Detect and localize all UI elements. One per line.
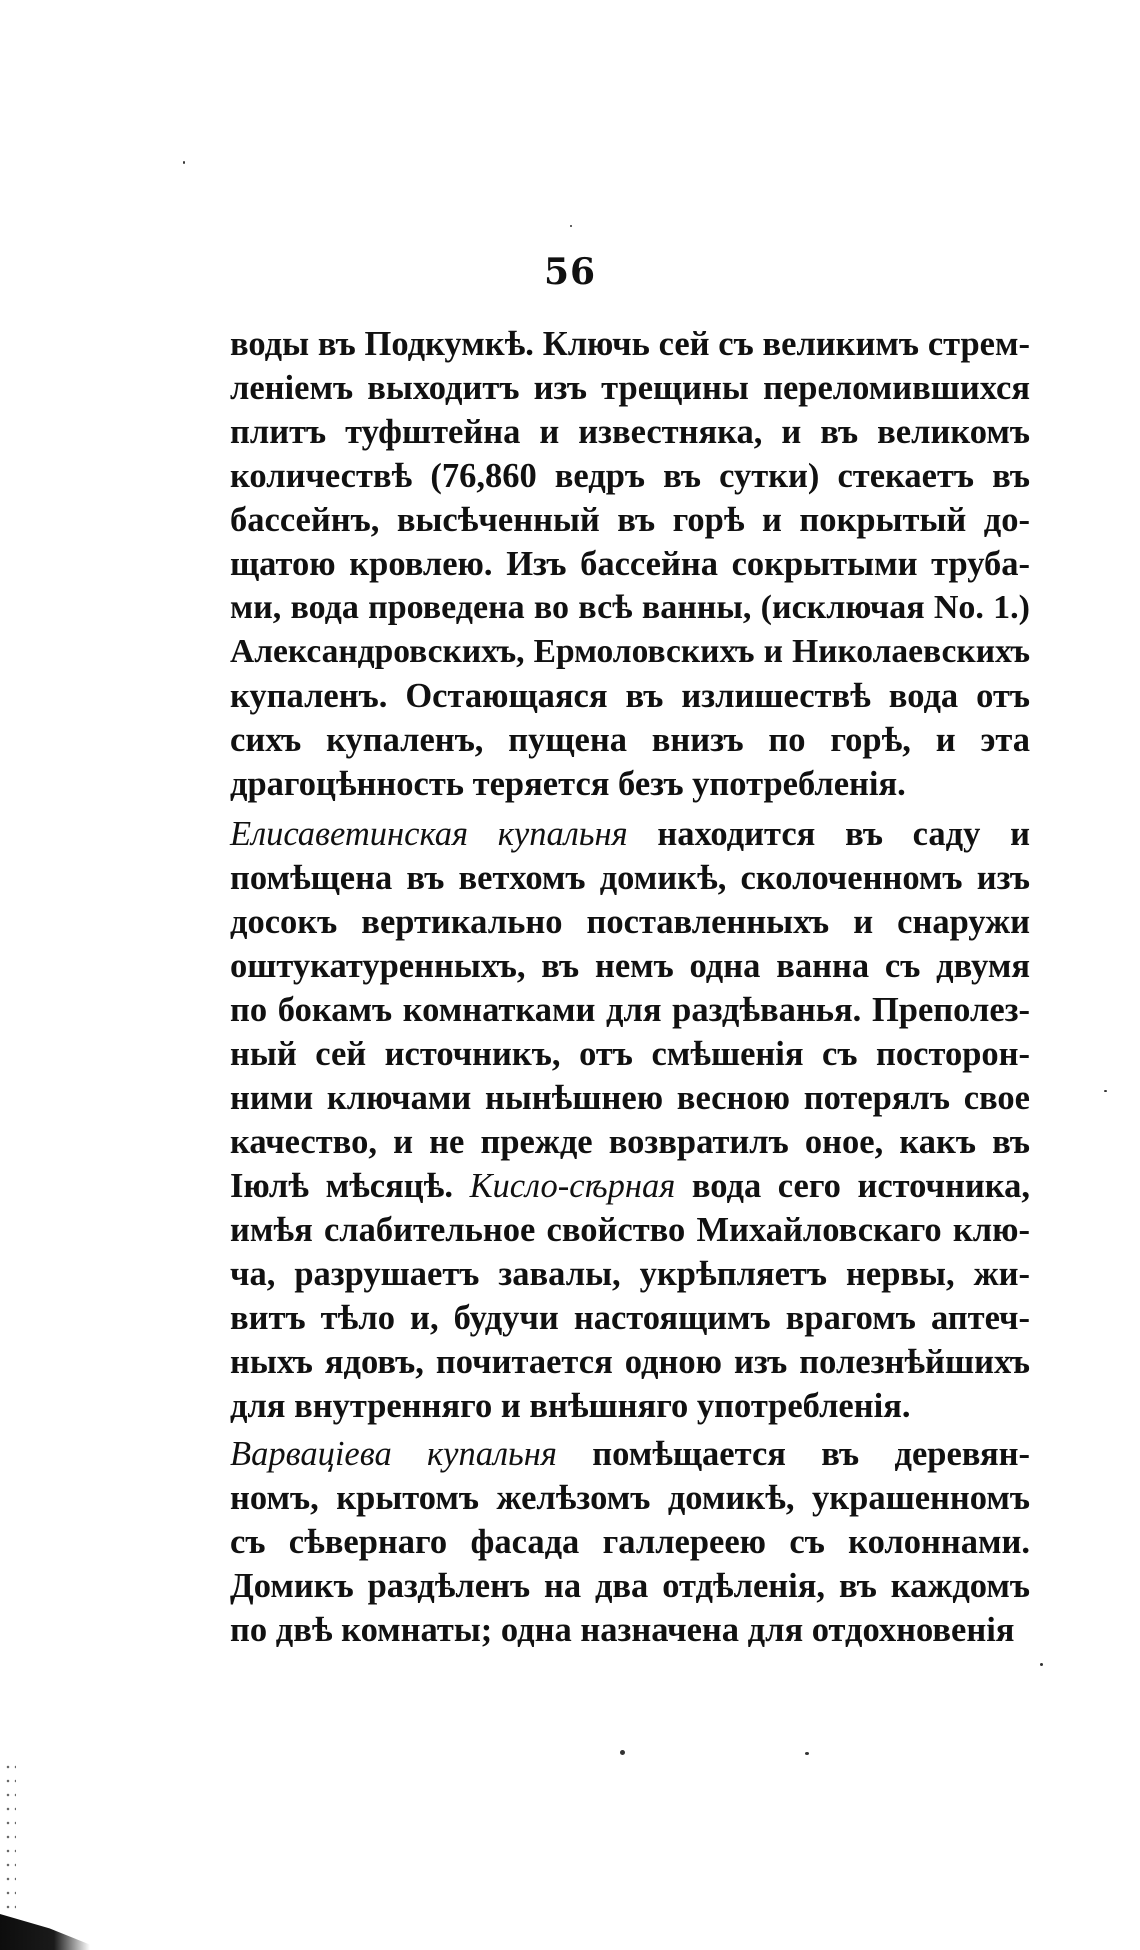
text-line bbox=[230, 1432, 1030, 1476]
text-run: Домикъ раздѣленъ на два отдѣленія, въ каждомъ bbox=[230, 1567, 1030, 1605]
text-run: ча, разрушаетъ завалы, укрѣпляетъ нервы, жи- bbox=[230, 1255, 1030, 1293]
text-run: номъ, крытомъ желѣзомъ домикѣ, украшенномъ bbox=[230, 1479, 1030, 1517]
text-run: находится въ саду и bbox=[627, 815, 1030, 853]
text-line bbox=[230, 498, 1030, 542]
text-run: оштукатуренныхъ, въ немъ одна ванна съ двумя bbox=[230, 947, 1030, 985]
text-run: бассейнъ, высѣченный въ горѣ и покрытый до- bbox=[230, 501, 1030, 539]
text-line bbox=[230, 1476, 1030, 1520]
text-line bbox=[230, 674, 1030, 718]
text-line bbox=[230, 1608, 1030, 1652]
text-run: драгоцѣнность теряется безъ употребленія. bbox=[230, 765, 906, 803]
text-line bbox=[230, 1208, 1030, 1252]
text-run: витъ тѣло и, будучи настоящимъ врагомъ аптеч- bbox=[230, 1299, 1030, 1337]
text-run: ный сей источникъ, отъ смѣшенія съ посторон- bbox=[230, 1035, 1030, 1073]
text-run: вода сего источника, bbox=[675, 1167, 1030, 1205]
scan-speck bbox=[620, 1750, 625, 1755]
text-run: количествѣ (76,860 ведръ въ сутки) стекаетъ въ bbox=[230, 457, 1030, 495]
text-line bbox=[230, 900, 1030, 944]
text-line bbox=[230, 410, 1030, 454]
text-run: купаленъ. Остающаяся въ излишествѣ вода отъ bbox=[230, 677, 1030, 715]
paragraph-2 bbox=[230, 812, 1030, 1428]
text-run: ми, вода проведена во всѣ ванны, (исключая No. 1.) bbox=[230, 589, 1030, 626]
text-line bbox=[230, 762, 1030, 806]
scan-speck bbox=[570, 225, 572, 227]
text-run: для внутренняго и внѣшняго употребленія. bbox=[230, 1387, 911, 1425]
text-line bbox=[230, 630, 1030, 674]
text-line bbox=[230, 1032, 1030, 1076]
text-line bbox=[230, 542, 1030, 586]
text-line bbox=[230, 1340, 1030, 1384]
scan-speck bbox=[805, 1752, 809, 1755]
scan-speck bbox=[1104, 1090, 1107, 1092]
text-run: качество, и не прежде возвратилъ оное, какъ въ bbox=[230, 1123, 1030, 1161]
italic-heading: Кисло-сѣрная bbox=[469, 1167, 676, 1205]
text-line bbox=[230, 988, 1030, 1032]
text-line bbox=[230, 586, 1030, 630]
text-line bbox=[230, 856, 1030, 900]
text-run: леніемъ выходитъ изъ трещины переломившихся bbox=[230, 369, 1030, 407]
text-line bbox=[230, 322, 1030, 366]
text-line bbox=[230, 1384, 1030, 1428]
text-line bbox=[230, 1520, 1030, 1564]
text-line bbox=[230, 1076, 1030, 1120]
text-run: щатою кровлею. Изъ бассейна сокрытыми труба- bbox=[230, 545, 1030, 583]
text-run: по двѣ комнаты; одна назначена для отдохновенія bbox=[230, 1611, 1015, 1649]
text-run: Александровскихъ, Ермоловскихъ и Николаевскихъ bbox=[230, 633, 1030, 670]
text-line bbox=[230, 718, 1030, 762]
paragraph-3 bbox=[230, 1432, 1030, 1652]
text-line bbox=[230, 1564, 1030, 1608]
text-run: сихъ купаленъ, пущена внизъ по горѣ, и эта bbox=[230, 721, 1030, 759]
scan-edge-mark bbox=[0, 1914, 90, 1950]
text-run: ныхъ ядовъ, почитается одною изъ полезнѣйшихъ bbox=[230, 1343, 1030, 1381]
text-run: помѣщена въ ветхомъ домикѣ, сколоченномъ изъ bbox=[230, 859, 1030, 897]
italic-heading: Варваціева купальня bbox=[230, 1435, 557, 1473]
text-run: Іюлѣ мѣсяцѣ. bbox=[230, 1167, 470, 1205]
page-number: 56 bbox=[543, 251, 597, 293]
text-run: съ сѣвернаго фасада галлереею съ колоннами. bbox=[230, 1523, 1030, 1561]
text-line bbox=[230, 1164, 1030, 1208]
text-line bbox=[230, 454, 1030, 498]
text-run: плитъ туфштейна и известняка, и въ великомъ bbox=[230, 413, 1030, 451]
text-run: воды въ Подкумкѣ. Ключь сей съ великимъ стрем- bbox=[230, 325, 1030, 363]
scan-speck bbox=[183, 161, 185, 164]
scan-speck bbox=[1040, 1663, 1043, 1666]
text-line bbox=[230, 1296, 1030, 1340]
text-line bbox=[230, 812, 1030, 856]
text-line bbox=[230, 944, 1030, 988]
text-run: помѣщается въ деревян- bbox=[556, 1435, 1030, 1473]
text-run: ними ключами нынѣшнею весною потерялъ свое bbox=[230, 1079, 1030, 1117]
paragraph-1 bbox=[230, 322, 1030, 806]
text-line bbox=[230, 1120, 1030, 1164]
text-line bbox=[230, 366, 1030, 410]
text-run: по бокамъ комнатками для раздѣванья. Преполез- bbox=[230, 991, 1030, 1029]
text-run: досокъ вертикально поставленныхъ и снаружи bbox=[230, 903, 1030, 941]
text-line bbox=[230, 1252, 1030, 1296]
italic-heading: Елисаветинская купальня bbox=[230, 815, 628, 853]
text-run: имѣя слабительное свойство Михайловскаго клю- bbox=[230, 1211, 1030, 1249]
